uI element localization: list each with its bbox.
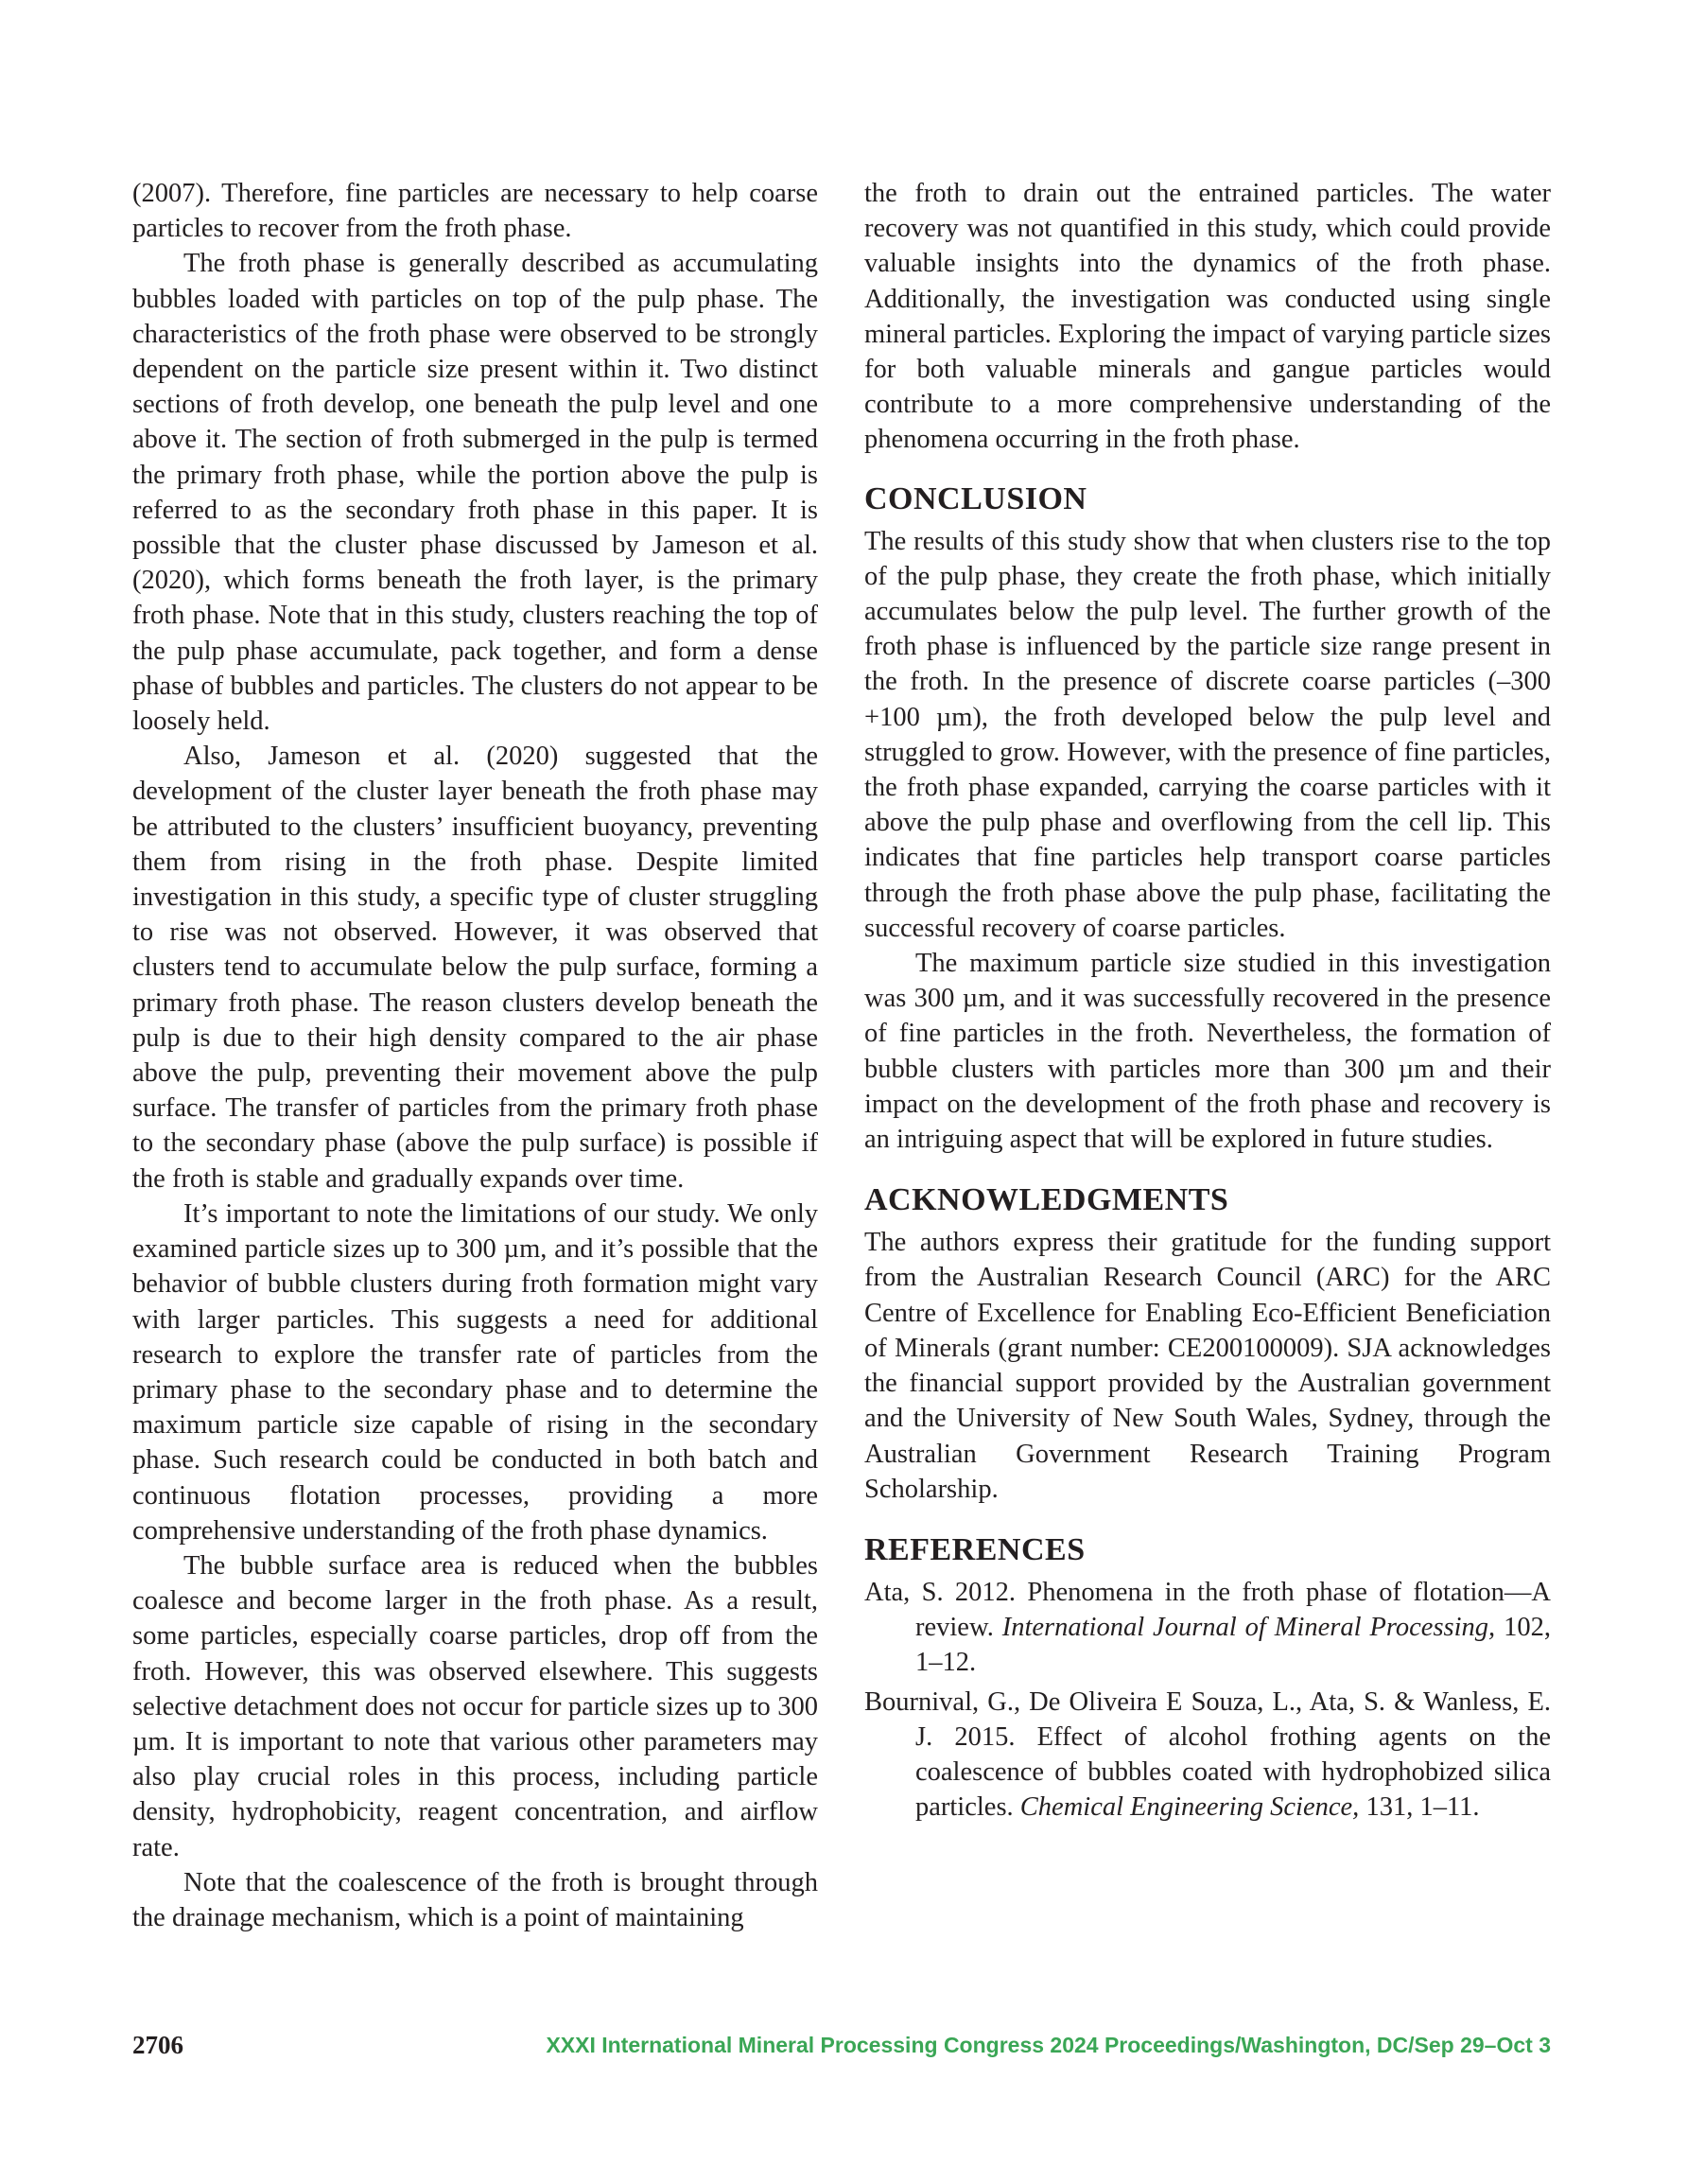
reference-authors-title: Bournival, G., De Oliveira E Souza, L., Ata, S. & Wanless, E. J. 2015. Effect of alcohol frothing agents on the coalescence of bubbles coated with hydrophobized silica particles. — [864, 1686, 1551, 1823]
conclusion-paragraph: The results of this study show that when clusters rise to the top of the pulp phase, they create the froth phase, which initially accumulates below the pulp level. The further growth of the froth phase is influenced by the particle size range present in the froth. In the presence of discrete coarse particles (–300 +100 µm), the froth developed below the pulp level and struggled to grow. However, with the presence of fine particles, the froth phase expanded, carrying the coarse particles with it above the pulp phase and overflowing from the cell lip. This indicates that fine particles help transport coarse particles through the froth phase above the pulp phase, facilitating the successful recovery of coarse particles. — [864, 526, 1551, 943]
acknowledgments-paragraph: The authors express their gratitude for the funding support from the Australian Research Council (ARC) for the ARC Centre of Excellence for Enabling Eco-Efficient Beneficiation of Minerals (grant number: CE200100009). SJA acknowledges the financial support provided by the Australian government and the University of New South Wales, Sydney, through the Australian Government Research Training Program Scholarship. — [864, 1228, 1551, 1504]
body-paragraph: Also, Jameson et al. (2020) suggested that the development of the cluster layer beneath the froth phase may be attributed to the clusters’ insufficient buoyancy, preventing them from rising in the froth phase. Despite limited investigation in this study, a specific type of cluster struggling to rise was not observed. However, it was observed that clusters tend to accumulate below the pulp surface, forming a primary froth phase. The reason clusters develop beneath the pulp is due to their high density compared to the air phase above the pulp, preventing their movement above the pulp surface. The transfer of particles from the primary froth phase to the secondary phase (above the pulp surface) is possible if the froth is stable and gradually expands over time. — [132, 742, 818, 1194]
right-column — [864, 176, 1551, 1825]
body-paragraph: The froth phase is generally described as accumulating bubbles loaded with particles on top of the pulp phase. The characteristics of the froth phase were observed to be strongly dependent on the particle size present within it. Two distinct sections of froth develop, one beneath the pulp level and one above it. The section of froth submerged in the pulp is termed the primary froth phase, while the portion above the pulp is referred to as the secondary froth phase in this paper. It is possible that the cluster phase discussed by Jameson et al. (2020), which forms beneath the froth layer, is the primary froth phase. Note that in this study, clusters reaching the top of the pulp phase accumulate, pack together, and form a dense phase of bubbles and particles. The clusters do not appear to be loosely held. — [132, 249, 818, 737]
page-number: 2706 — [132, 2031, 183, 2059]
references-heading: REFERENCES — [864, 1531, 1086, 1567]
left-column — [132, 176, 818, 1935]
body-paragraph: Note that the coalescence of the froth is brought through the drainage mechanism, which is a point of maintaining — [132, 1867, 818, 1932]
body-paragraph: (2007). Therefore, fine particles are necessary to help coarse particles to recover from the froth phase. — [132, 179, 818, 244]
body-paragraph: It’s important to note the limitations of our study. We only examined particle sizes up to 300 µm, and it’s possible that the behavior of bubble clusters during froth formation might vary with larger particles. This suggests a need for additional research to explore the transfer rate of particles from the primary phase to the secondary phase and to determine the maximum particle size capable of rising in the secondary phase. Such research could be conducted in both batch and continuous flotation processes, providing a more comprehensive understanding of the froth phase dynamics. — [132, 1198, 818, 1546]
reference-journal: International Journal of Mineral Processing, — [1001, 1613, 1496, 1643]
acknowledgments-heading: ACKNOWLEDGMENTS — [864, 1182, 1229, 1218]
reference-item — [864, 1685, 1551, 1826]
conclusion-paragraph: The maximum particle size studied in this investigation was 300 µm, and it was successfully recovered in the presence of fine particles in the froth. Nevertheless, the formation of bubble clusters with particles more than 300 µm and their impact on the development of the froth phase and recovery is an intriguing aspect that will be explored in future studies. — [864, 949, 1551, 1155]
reference-journal: Chemical Engineering Science, — [1019, 1792, 1360, 1823]
proceedings-title: XXXI International Mineral Processing Congress 2024 Proceedings/Washington, DC/Sep 29–Oct 3 — [546, 2033, 1551, 2057]
body-paragraph: the froth to drain out the entrained particles. The water recovery was not quantified in this study, which could provide valuable insights into the dynamics of the froth phase. Additionally, the investigation was conducted using single mineral particles. Exploring the impact of varying particle sizes for both valuable minerals and gangue particles would contribute to a more comprehensive understanding of the phenomena occurring in the froth phase. — [864, 179, 1551, 455]
page-footer — [132, 2031, 1551, 2069]
reference-authors-title: Ata, S. 2012. Phenomena in the froth phase of flotation—A review. — [864, 1577, 1551, 1643]
reference-volume-pages: 131, 1–11. — [1359, 1792, 1480, 1823]
body-paragraph: The bubble surface area is reduced when the bubbles coalesce and become larger in the froth phase. As a result, some particles, especially coarse particles, drop off from the froth. However, this was observed elsewhere. This suggests selective detachment does not occur for particle sizes up to 300 µm. It is important to note that various other parameters may also play crucial roles in this process, including particle density, hydrophobicity, reagent concentration, and airflow rate. — [132, 1550, 818, 1862]
reference-item — [864, 1575, 1551, 1681]
reference-volume-pages: 102, 1–12. — [915, 1613, 1551, 1678]
conclusion-heading: CONCLUSION — [864, 480, 1087, 516]
